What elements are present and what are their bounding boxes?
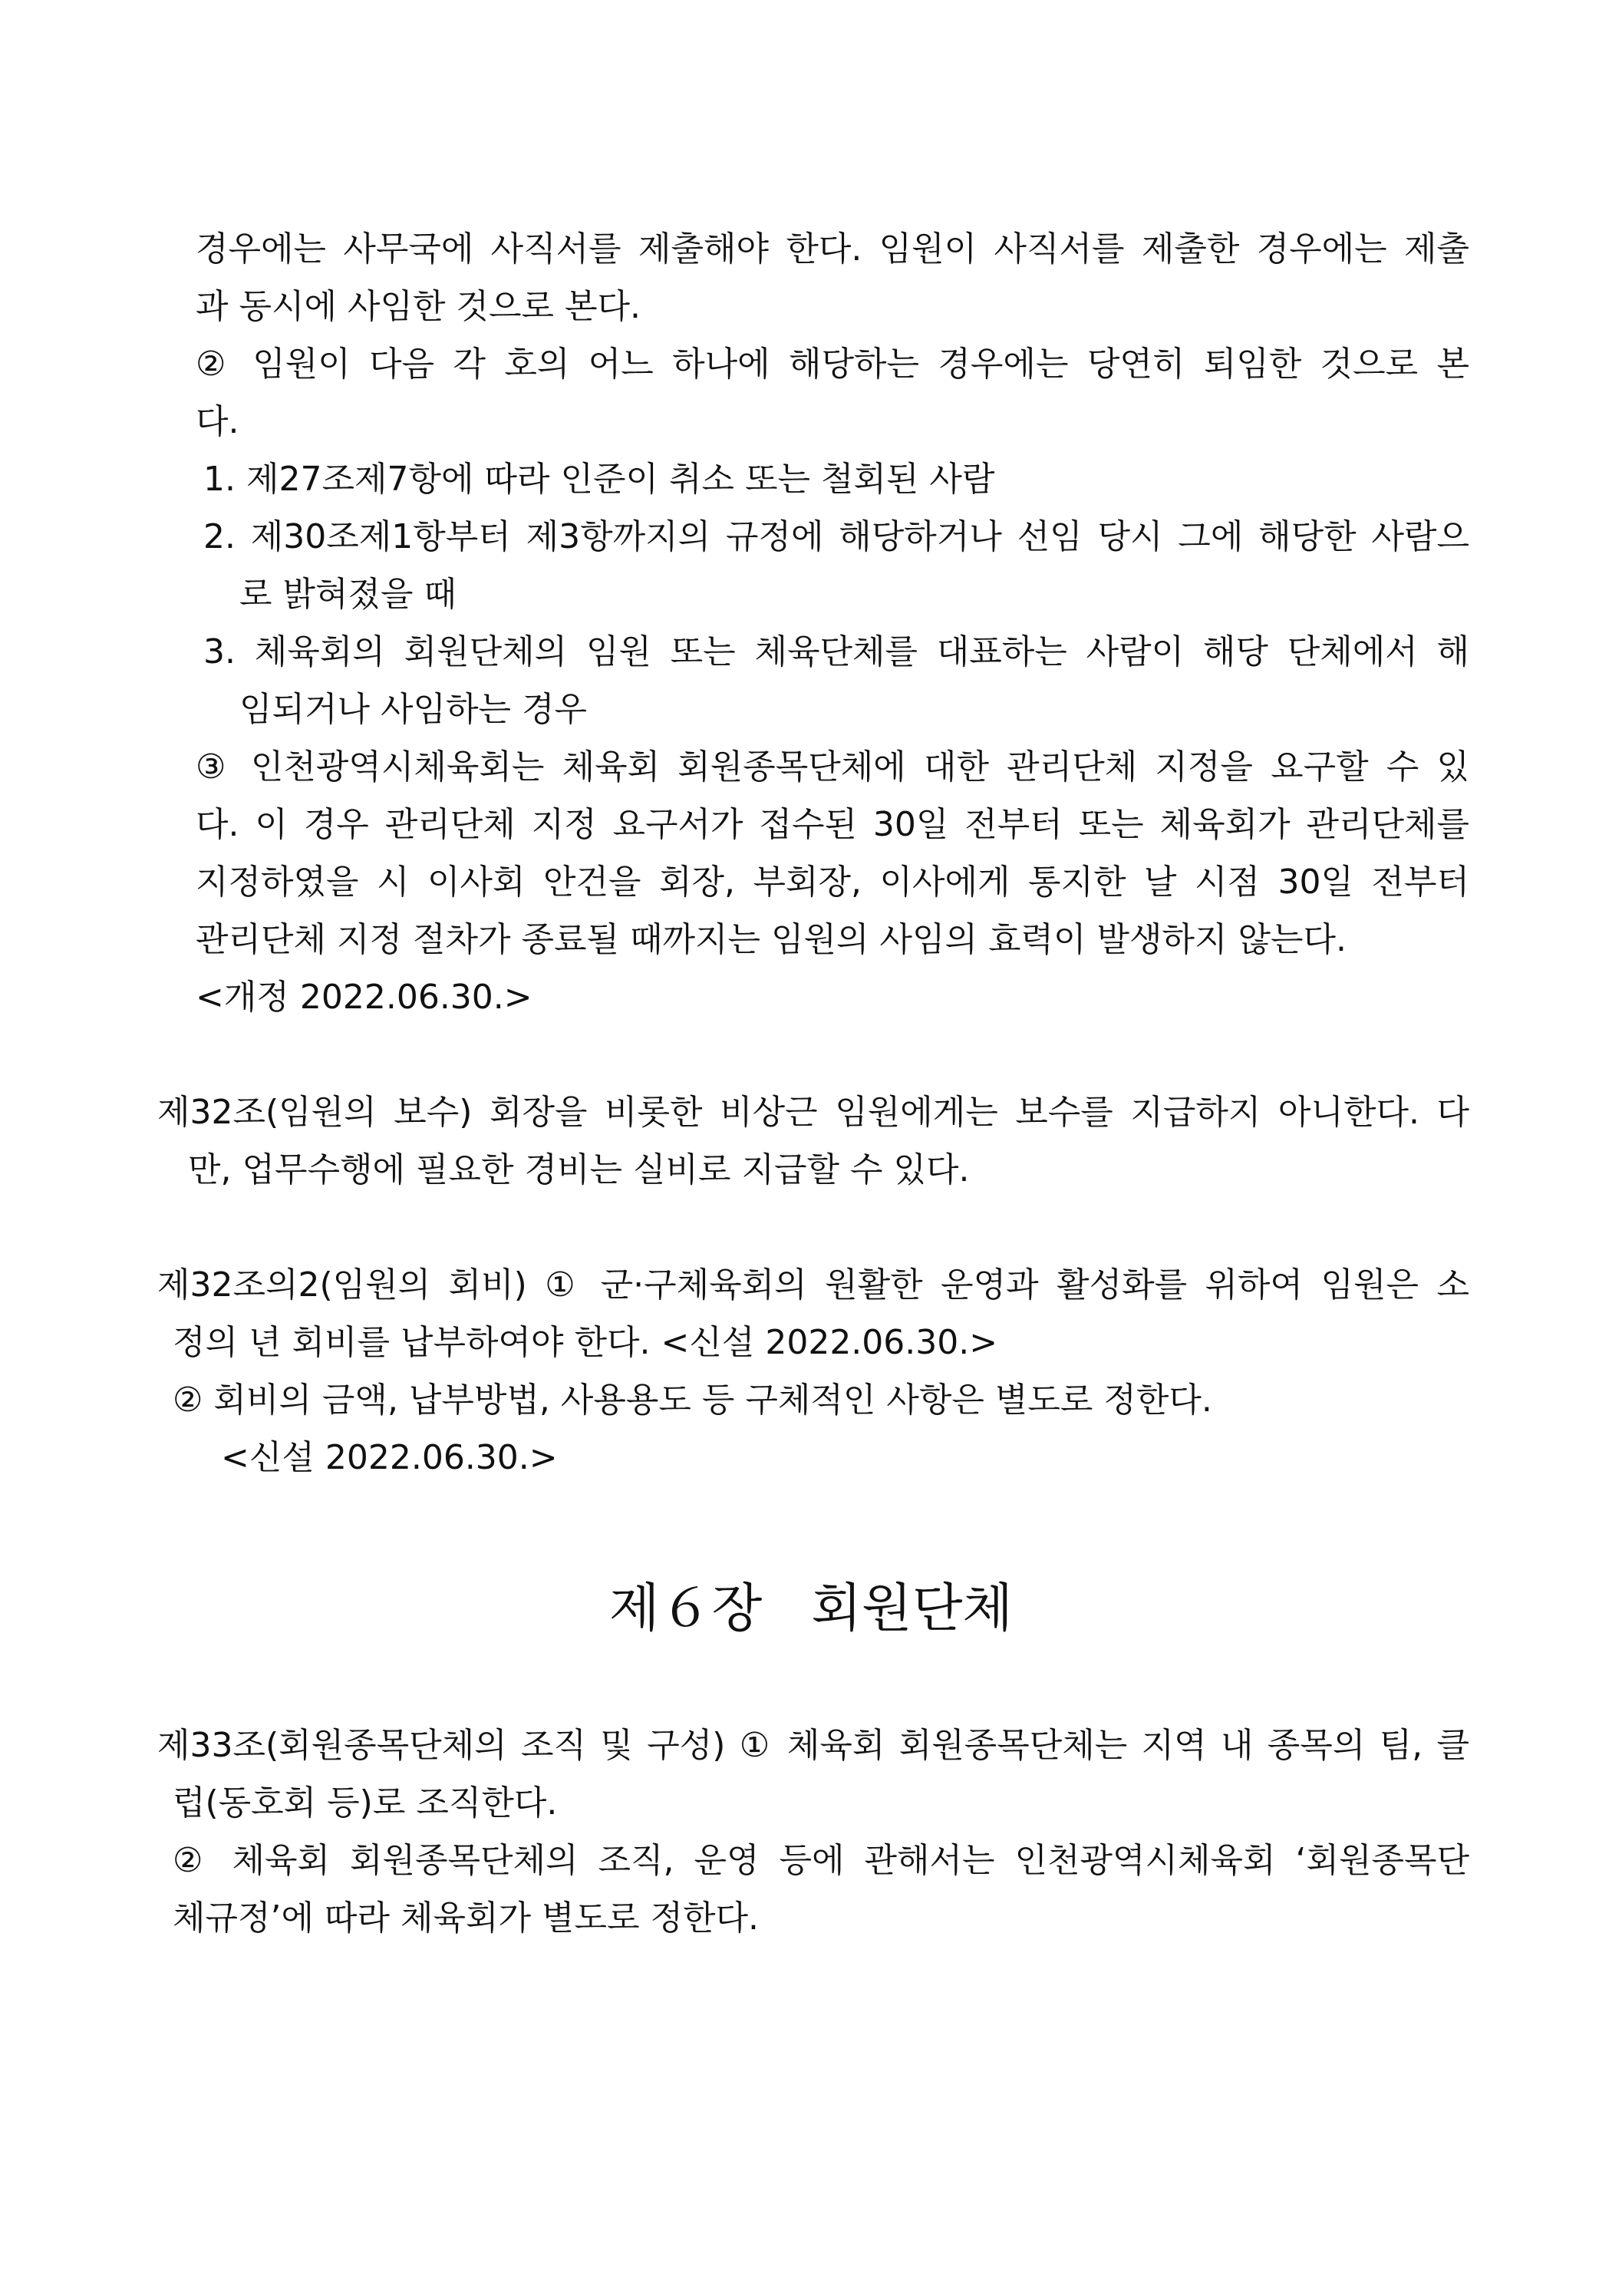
article33-line3: ② 체육회 회원종목단체의 조직, 운영 등에 관해서는 인천광역시체육회 ‘회원종목단 bbox=[173, 1841, 1469, 1880]
article31-p3-line1: ③ 인천광역시체육회는 체육회 회원종목단체에 대한 관리단체 지정을 요구할 수 있 bbox=[196, 747, 1469, 787]
chapter-heading bbox=[0, 1575, 1622, 1644]
article32-2-line1: 제32조의2(임원의 회비) ① 군·구체육회의 원활한 운영과 활성화를 위하여 임원은 소 bbox=[157, 1265, 1469, 1305]
chapter-title: 회원단체 bbox=[811, 1578, 1014, 1639]
article32-2-line3: ② 회비의 금액, 납부방법, 사용용도 등 구체적인 사항은 별도로 정한다. bbox=[173, 1381, 1212, 1420]
article31-item3-line2: 임되거나 사임하는 경우 bbox=[239, 690, 588, 729]
article33-line2: 럽(동호회 등)로 조직한다. bbox=[173, 1783, 558, 1823]
article31-p3-amendment: <개정 2022.06.30.> bbox=[196, 978, 532, 1017]
article31-p3-line3: 지정하였을 시 이사회 안건을 회장, 부회장, 이사에게 통지한 날 시점 30일 전부터 bbox=[196, 863, 1469, 902]
article31-p1-line2: 과 동시에 사임한 것으로 본다. bbox=[196, 287, 641, 326]
chapter-number: 제６장 bbox=[608, 1578, 763, 1639]
article31-item1: 1. 제27조제7항에 따라 인준이 취소 또는 철회된 사람 bbox=[203, 460, 995, 499]
article32-2-line2: 정의 년 회비를 납부하여야 한다. <신설 2022.06.30.> bbox=[173, 1323, 998, 1362]
article31-item2-line1: 2. 제30조제1항부터 제3항까지의 규정에 해당하거나 선임 당시 그에 해당한 사람으 bbox=[203, 517, 1469, 556]
article31-p3-line2: 다. 이 경우 관리단체 지정 요구서가 접수된 30일 전부터 또는 체육회가 관리단체를 bbox=[196, 805, 1469, 844]
article32-line1: 제32조(임원의 보수) 회장을 비롯한 비상근 임원에게는 보수를 지급하지 아니한다. 다 bbox=[157, 1093, 1470, 1132]
article33-line1: 제33조(회원종목단체의 조직 및 구성) ① 체육회 회원종목단체는 지역 내 종목의 팀, 클 bbox=[157, 1726, 1469, 1765]
article31-item3-line1: 3. 체육회의 회원단체의 임원 또는 체육단체를 대표하는 사람이 해당 단체에서 해 bbox=[203, 632, 1469, 671]
article31-p2-line1: ② 임원이 다음 각 호의 어느 하나에 해당하는 경우에는 당연히 퇴임한 것으로 본 bbox=[196, 345, 1469, 384]
article32-2-line4: <신설 2022.06.30.> bbox=[221, 1438, 558, 1477]
article31-item2-line2: 로 밝혀졌을 때 bbox=[239, 575, 457, 614]
article31-p2-line2: 다. bbox=[196, 402, 239, 441]
article32-line2: 만, 업무수행에 필요한 경비는 실비로 지급할 수 있다. bbox=[188, 1150, 970, 1189]
article31-p1-line1: 경우에는 사무국에 사직서를 제출해야 한다. 임원이 사직서를 제출한 경우에는 제출 bbox=[196, 229, 1469, 269]
article31-p3-line4: 관리단체 지정 절차가 종료될 때까지는 임원의 사임의 효력이 발생하지 않는다. bbox=[196, 920, 1347, 959]
article33-line4: 체규정’에 따라 체육회가 별도로 정한다. bbox=[173, 1898, 759, 1938]
